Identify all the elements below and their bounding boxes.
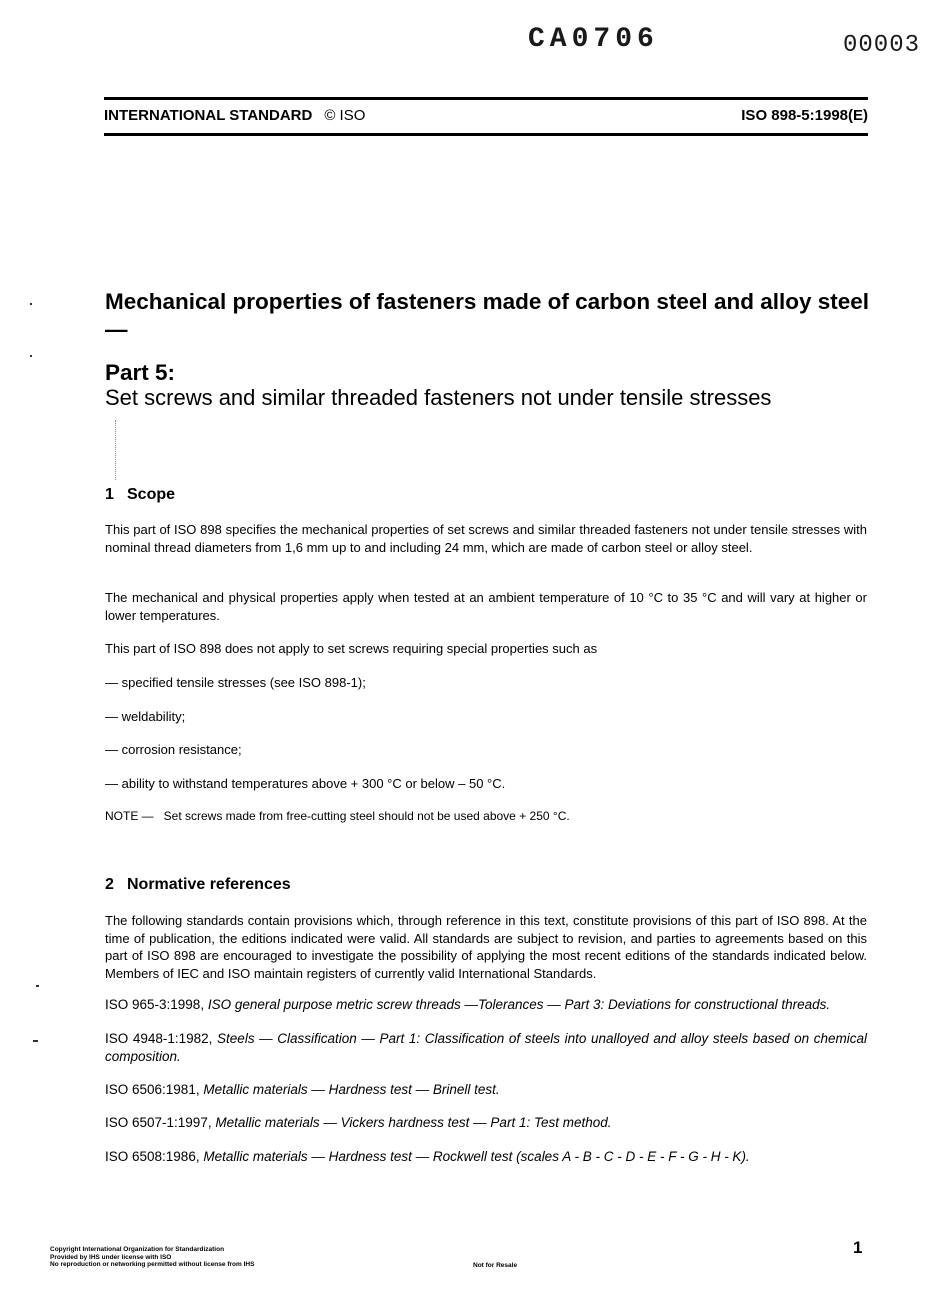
scan-speck — [30, 355, 32, 357]
scope-paragraph-2: The mechanical and physical properties apply when tested at an ambient temperature of 10 °C to 35 °C and will vary at higher or lower temperatures. — [105, 590, 867, 623]
section-1-title: Scope — [127, 486, 176, 503]
normative-reference — [105, 1081, 867, 1099]
page-number: 1 — [853, 1238, 863, 1257]
section-2-heading — [105, 876, 291, 894]
scan-artifact-dots — [115, 420, 116, 480]
header-rule-top — [104, 97, 868, 100]
scan-speck — [30, 303, 32, 305]
scan-speck — [33, 1040, 38, 1042]
scope-list-item: — weldability; — [105, 709, 186, 724]
part-label: Part 5: — [105, 360, 176, 385]
footer-license-line: Provided by IHS under license with ISO — [50, 1253, 172, 1261]
reference-code: ISO 6507-1:1997, — [105, 1115, 212, 1130]
scan-stamp-code: CA0706 — [528, 24, 659, 55]
document-title: Mechanical properties of fasteners made of carbon steel and alloy steel — — [105, 289, 870, 342]
scope-list-item: — ability to withstand temperatures above + 300 °C or below – 50 °C. — [105, 776, 506, 791]
normative-reference — [105, 1114, 867, 1132]
running-header — [104, 107, 868, 127]
reference-title: ISO general purpose metric screw threads —Tolerances — Part 3: Deviations for constructional threads. — [207, 997, 831, 1012]
normative-reference — [105, 996, 867, 1014]
scope-paragraph-3: This part of ISO 898 does not apply to set screws requiring special properties such as — [105, 641, 598, 656]
section-2-number: 2 — [105, 876, 114, 893]
normative-intro: The following standards contain provisions which, through reference in this text, constitute provisions of this part of ISO 898. At the time of publication, the editions indicated were valid. All standards are subject to revision, and parties to agreements based on this part of ISO 898 are encouraged to investigate the possibility of applying the most recent editions of the standards indicated below. Members of IEC and ISO maintain registers of currently valid International Standards. — [105, 913, 867, 981]
footer-copyright-line: Copyright International Organization for Standardization — [50, 1246, 225, 1253]
section-1-number: 1 — [105, 486, 114, 503]
scan-stamp-page: 00003 — [843, 32, 921, 59]
scope-note: NOTE — Set screws made from free-cutting steel should not be used above + 250 °C. — [105, 809, 570, 823]
normative-reference — [105, 1030, 867, 1066]
reference-title: Steels — Classification — Part 1: Classification of steels into unalloyed and alloy steels based on chemical composition. — [105, 1031, 867, 1064]
header-document-id: ISO 898-5:1998(E) — [741, 107, 868, 124]
reference-code: ISO 965-3:1998, — [105, 997, 205, 1012]
scope-list-item: — corrosion resistance; — [105, 742, 242, 757]
reference-code: ISO 6506:1981, — [105, 1082, 200, 1097]
reference-code: ISO 4948-1:1982, — [105, 1031, 213, 1046]
reference-title: Metallic materials — Hardness test — Rockwell test (scales A - B - C - D - E - F - G - H - K). — [203, 1149, 750, 1164]
reference-title: Metallic materials — Hardness test — Brinell test. — [203, 1082, 500, 1097]
section-2-title: Normative references — [127, 876, 291, 893]
footer-reproduction-line: No reproduction or networking permitted without license from IHS — [50, 1261, 255, 1268]
scope-paragraph-1: This part of ISO 898 specifies the mechanical properties of set screws and similar threaded fasteners not under tensile stresses with nominal thread diameters from 1,6 mm up to and including 24 mm, which are made of carbon steel or alloy steel. — [105, 522, 867, 555]
section-1-heading — [105, 486, 175, 504]
part-title: Set screws and similar threaded fasteners not under tensile stresses — [105, 385, 772, 410]
reference-code: ISO 6508:1986, — [105, 1149, 200, 1164]
footer-copyright-block — [50, 1246, 254, 1269]
footer-not-for-resale: Not for Resale — [473, 1262, 518, 1269]
reference-title: Metallic materials — Vickers hardness test — Part 1: Test method. — [215, 1115, 612, 1130]
header-copyright: © ISO — [324, 107, 366, 124]
header-standard-type: INTERNATIONAL STANDARD — [104, 107, 313, 124]
scan-speck — [36, 985, 39, 987]
normative-reference — [105, 1148, 867, 1166]
scope-list-item: — specified tensile stresses (see ISO 898-1); — [105, 675, 366, 690]
header-rule-bottom — [104, 133, 868, 136]
